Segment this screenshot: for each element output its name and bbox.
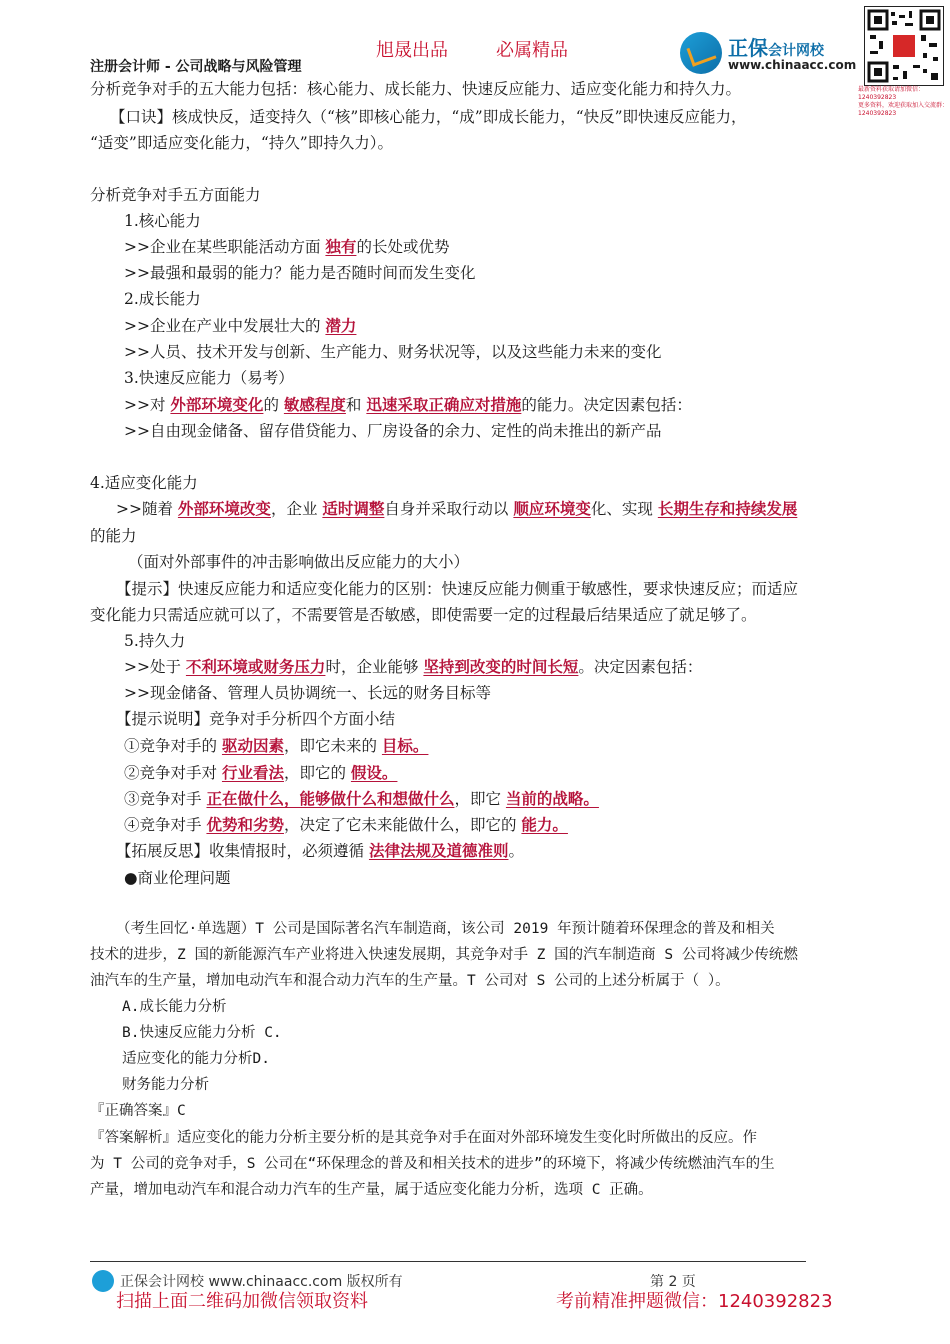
qr-code xyxy=(864,6,944,86)
question-line: （考生回忆·单选题）T 公司是国际著名汽车制造商，该公司 2019 年预计随着环保理念的普及和相关 xyxy=(116,921,775,937)
text-line: >>人员、技术开发与创新、生产能力、财务状况等，以及这些能力未来的变化 xyxy=(124,343,662,361)
logo-url: www.chinaacc.com xyxy=(728,58,857,72)
text-line: >>企业在某些职能活动方面 独有的长处或优势 xyxy=(124,237,450,256)
explanation-line: 产量，增加电动汽车和混合动力汽车的生产量，属于适应变化能力分析，选项 C 正确。 xyxy=(90,1182,653,1198)
page-number: 第 2 页 xyxy=(650,1274,696,1290)
footer-wechat: 考前精准押题微信：1240392823 xyxy=(556,1291,833,1312)
correct-answer: 『正确答案』C xyxy=(90,1103,186,1119)
text-line: 【提示】快速反应能力和适应变化能力的区别：快速反应能力侧重于敏感性，要求快速反应；而适应 xyxy=(116,580,799,598)
answer-option: A.成长能力分析 xyxy=(122,999,227,1015)
qr-notes: 最新资料获取请加微信：1240392823 更多资料，欢迎获取加入交流群：1240392823 xyxy=(858,86,949,117)
slogan-right: 必属精品 xyxy=(496,40,568,61)
question-line: 技术的进步，Z 国的新能源汽车产业将进入快速发展期，其竞争对手 Z 国的汽车制造商 S 公司将减少传统燃 xyxy=(90,947,798,963)
explanation-line: 『答案解析』适应变化的能力分析主要分析的是其竞争对手在面对外部环境发生变化时所做出的反应。作 xyxy=(90,1130,757,1146)
text-line: 1.核心能力 xyxy=(124,212,201,230)
answer-option: 适应变化的能力分析D. xyxy=(122,1051,270,1067)
text-line: （面对外部事件的冲击影响做出反应能力的大小） xyxy=(128,553,470,571)
course-title: 注册会计师 - 公司战略与风险管理 xyxy=(90,59,302,75)
text-line: 2.成长能力 xyxy=(124,290,201,308)
text-line: 变化能力只需适应就可以了，不需要管是否敏感，即使需要一定的过程最后结果适应了就足够了。 xyxy=(90,606,757,624)
footer-copyright: 正保会计网校 www.chinaacc.com 版权所有 xyxy=(120,1274,403,1290)
text-line: >>现金储备、管理人员协调统一、长远的财务目标等 xyxy=(124,684,491,702)
text-line: 【拓展反思】收集情报时，必须遵循 法律法规及道德准则。 xyxy=(116,841,524,860)
text-line: >>对 外部环境变化的 敏感程度和 迅速采取正确应对措施的能力。决定因素包括： xyxy=(124,395,692,414)
text-line: ①竞争对手的 驱动因素，即它未来的 目标。 xyxy=(124,736,429,755)
text-line: 4.适应变化能力 xyxy=(90,474,198,492)
text-line: >>处于 不利环境或财务压力时，企业能够 坚持到改变的时间长短。决定因素包括： xyxy=(124,657,703,676)
text-line: ②竞争对手对 行业看法，即它的 假设。 xyxy=(124,763,398,782)
text-line: “适变”即适应变化能力，“持久”即持久力）。 xyxy=(90,134,393,152)
text-line: 3.快速反应能力（易考） xyxy=(124,369,294,387)
logo-name: 正保会计网校 xyxy=(728,36,824,60)
text-line: >>企业在产业中发展壮大的 潜力 xyxy=(124,316,357,335)
footer-logo-icon xyxy=(92,1270,114,1292)
logo-emblem-icon xyxy=(680,32,722,74)
text-line: 的能力 xyxy=(90,527,137,545)
chinaacc-logo xyxy=(680,30,860,76)
answer-option: B.快速反应能力分析 C. xyxy=(122,1025,282,1041)
text-line: >>最强和最弱的能力？能力是否随时间而发生变化 xyxy=(124,264,476,282)
answer-option: 财务能力分析 xyxy=(122,1077,209,1093)
text-line: ③竞争对手 正在做什么，能够做什么和想做什么，即它 当前的战略。 xyxy=(124,789,599,808)
text-line: 5.持久力 xyxy=(124,632,186,650)
text-line: ④竞争对手 优势和劣势，决定了它未来能做什么，即它的 能力。 xyxy=(124,815,568,834)
explanation-line: 为 T 公司的竞争对手，S 公司在“环保理念的普及和相关技术的进步”的环境下，将减少传统燃油汽车的生 xyxy=(90,1156,775,1172)
footer-divider xyxy=(90,1261,806,1262)
slogan-left: 旭晟出品 xyxy=(376,40,448,61)
text-line: 【口诀】核成快反，适变持久（“核”即核心能力，“成”即成长能力，“快反”即快速反应能力， xyxy=(110,108,747,126)
text-line: 【提示说明】竞争对手分析四个方面小结 xyxy=(116,710,396,728)
text-line: >>自由现金储备、留存借贷能力、厂房设备的余力、定性的尚未推出的新产品 xyxy=(124,422,662,440)
text-line: ●商业伦理问题 xyxy=(124,869,231,887)
logo-sub: 会计网校 xyxy=(768,43,824,59)
footer-scan-note: 扫描上面二维码加微信领取资料 xyxy=(116,1291,368,1312)
text-line: >>随着 外部环境改变，企业 适时调整自身并采取行动以 顺应环境变化、实现 长期生存和持续发展 xyxy=(116,499,798,518)
qr-center-badge xyxy=(893,35,915,57)
section-heading: 分析竞争对手五方面能力 xyxy=(90,186,261,204)
question-line: 油汽车的生产量，增加电动汽车和混合动力汽车的生产量。T 公司对 S 公司的上述分析属于（ ）。 xyxy=(90,973,730,989)
text-line: 分析竞争对手的五大能力包括：核心能力、成长能力、快速反应能力、适应变化能力和持久力。 xyxy=(90,80,742,98)
